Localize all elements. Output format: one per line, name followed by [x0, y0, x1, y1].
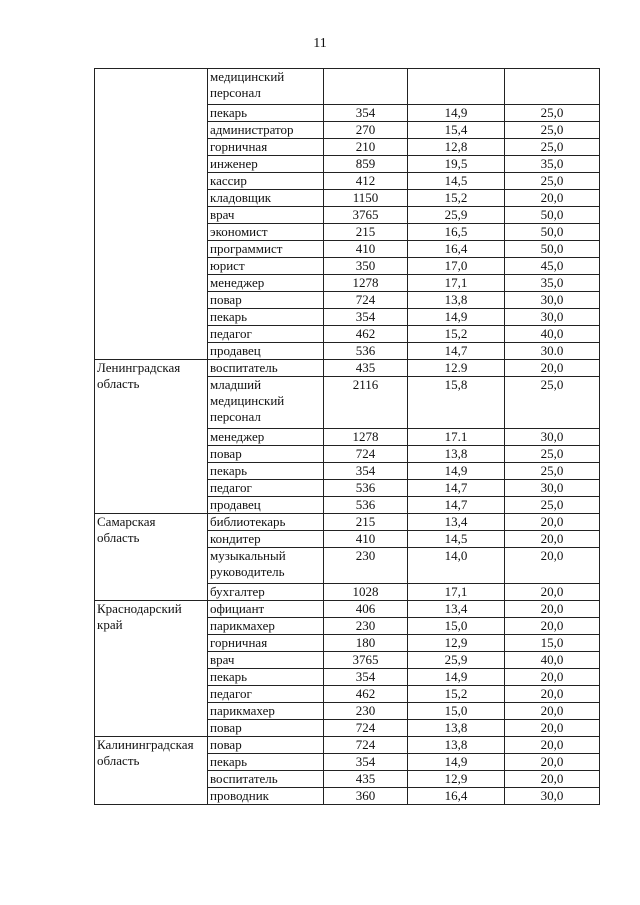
count-cell: 536 [324, 343, 408, 360]
count-cell: 462 [324, 326, 408, 343]
count-cell: 270 [324, 122, 408, 139]
share-cell: 20,0 [505, 360, 600, 377]
count-cell: 1028 [324, 584, 408, 601]
profession-cell: менеджер [208, 429, 324, 446]
region-cell [95, 69, 208, 360]
salary-cell: 17.1 [408, 429, 505, 446]
share-cell: 20,0 [505, 686, 600, 703]
share-cell: 30,0 [505, 309, 600, 326]
salary-cell: 14,9 [408, 463, 505, 480]
salary-cell: 14,9 [408, 669, 505, 686]
profession-cell: педагог [208, 480, 324, 497]
table-row [95, 514, 600, 531]
profession-cell: воспитатель [208, 360, 324, 377]
profession-cell: повар [208, 737, 324, 754]
salary-cell: 15,0 [408, 703, 505, 720]
profession-cell: медицинский персонал [208, 69, 324, 105]
salary-cell: 19,5 [408, 156, 505, 173]
profession-cell: кассир [208, 173, 324, 190]
count-cell: 859 [324, 156, 408, 173]
count-cell: 2116 [324, 377, 408, 429]
count-cell: 724 [324, 737, 408, 754]
share-cell: 30,0 [505, 429, 600, 446]
share-cell: 20,0 [505, 514, 600, 531]
share-cell: 25,0 [505, 122, 600, 139]
salary-cell: 14,9 [408, 754, 505, 771]
share-cell: 40,0 [505, 652, 600, 669]
count-cell: 354 [324, 463, 408, 480]
salary-cell: 14,9 [408, 309, 505, 326]
share-cell: 50,0 [505, 224, 600, 241]
share-cell: 25,0 [505, 446, 600, 463]
profession-cell: администратор [208, 122, 324, 139]
share-cell: 50,0 [505, 241, 600, 258]
share-cell: 20,0 [505, 737, 600, 754]
profession-cell: библиотекарь [208, 514, 324, 531]
count-cell: 230 [324, 703, 408, 720]
share-cell: 40,0 [505, 326, 600, 343]
share-cell: 25,0 [505, 463, 600, 480]
count-cell: 354 [324, 754, 408, 771]
share-cell: 20,0 [505, 720, 600, 737]
profession-cell: проводник [208, 788, 324, 805]
share-cell: 20,0 [505, 703, 600, 720]
profession-cell: горничная [208, 635, 324, 652]
salary-cell: 16,5 [408, 224, 505, 241]
profession-cell: пекарь [208, 105, 324, 122]
profession-cell: программист [208, 241, 324, 258]
count-cell: 215 [324, 514, 408, 531]
salary-cell: 14,5 [408, 531, 505, 548]
profession-cell: повар [208, 446, 324, 463]
profession-cell: повар [208, 720, 324, 737]
count-cell: 350 [324, 258, 408, 275]
count-cell: 354 [324, 309, 408, 326]
share-cell: 20,0 [505, 771, 600, 788]
share-cell: 20,0 [505, 531, 600, 548]
salary-cell: 13,8 [408, 292, 505, 309]
profession-cell: продавец [208, 343, 324, 360]
profession-cell: врач [208, 207, 324, 224]
profession-cell: пекарь [208, 754, 324, 771]
count-cell: 435 [324, 771, 408, 788]
salary-cell: 14,0 [408, 548, 505, 584]
region-name: Самарская область [97, 514, 156, 545]
profession-cell: парикмахер [208, 703, 324, 720]
salary-cell: 17,1 [408, 275, 505, 292]
salary-cell: 12,9 [408, 771, 505, 788]
profession-cell: кондитер [208, 531, 324, 548]
share-cell: 30.0 [505, 343, 600, 360]
profession-cell: врач [208, 652, 324, 669]
share-cell: 25,0 [505, 173, 600, 190]
share-cell: 30,0 [505, 480, 600, 497]
profession-cell: инженер [208, 156, 324, 173]
count-cell: 1278 [324, 429, 408, 446]
count-cell: 3765 [324, 652, 408, 669]
count-cell: 724 [324, 720, 408, 737]
region-name: Краснодарский край [97, 601, 182, 632]
count-cell: 536 [324, 497, 408, 514]
salary-cell: 15,2 [408, 686, 505, 703]
profession-cell: пекарь [208, 669, 324, 686]
salary-cell: 12.9 [408, 360, 505, 377]
profession-cell: кладовщик [208, 190, 324, 207]
share-cell: 50,0 [505, 207, 600, 224]
count-cell: 180 [324, 635, 408, 652]
count-cell: 462 [324, 686, 408, 703]
profession-cell: пекарь [208, 463, 324, 480]
vacancy-table [94, 68, 600, 805]
salary-cell: 17,1 [408, 584, 505, 601]
region-cell [95, 360, 208, 514]
count-cell: 410 [324, 241, 408, 258]
profession-cell: младший медицинский персонал [208, 377, 324, 429]
count-cell: 406 [324, 601, 408, 618]
salary-cell [408, 69, 505, 105]
salary-cell: 16,4 [408, 241, 505, 258]
count-cell: 360 [324, 788, 408, 805]
share-cell: 15,0 [505, 635, 600, 652]
profession-cell: менеджер [208, 275, 324, 292]
table-body [95, 69, 600, 805]
profession-cell: горничная [208, 139, 324, 156]
share-cell: 20,0 [505, 584, 600, 601]
salary-cell: 12,8 [408, 139, 505, 156]
page-number: 11 [313, 36, 327, 51]
region-cell [95, 737, 208, 805]
count-cell: 230 [324, 618, 408, 635]
share-cell: 20,0 [505, 669, 600, 686]
salary-cell: 14,7 [408, 343, 505, 360]
count-cell: 724 [324, 446, 408, 463]
count-cell: 354 [324, 669, 408, 686]
share-cell: 20,0 [505, 548, 600, 584]
share-cell [505, 69, 600, 105]
share-cell: 35,0 [505, 156, 600, 173]
profession-cell: продавец [208, 497, 324, 514]
salary-cell: 16,4 [408, 788, 505, 805]
share-cell: 25,0 [505, 139, 600, 156]
salary-cell: 15,8 [408, 377, 505, 429]
salary-cell: 13,8 [408, 737, 505, 754]
count-cell [324, 69, 408, 105]
count-cell: 1278 [324, 275, 408, 292]
share-cell: 30,0 [505, 292, 600, 309]
share-cell: 20,0 [505, 190, 600, 207]
salary-cell: 15,0 [408, 618, 505, 635]
count-cell: 536 [324, 480, 408, 497]
profession-cell: музыкальный руководитель [208, 548, 324, 584]
count-cell: 1150 [324, 190, 408, 207]
share-cell: 20,0 [505, 754, 600, 771]
salary-cell: 17,0 [408, 258, 505, 275]
profession-cell: парикмахер [208, 618, 324, 635]
salary-cell: 13,8 [408, 720, 505, 737]
share-cell: 20,0 [505, 618, 600, 635]
salary-cell: 25,9 [408, 207, 505, 224]
salary-cell: 14,7 [408, 480, 505, 497]
region-cell [95, 514, 208, 601]
profession-cell: повар [208, 292, 324, 309]
share-cell: 30,0 [505, 788, 600, 805]
profession-cell: педагог [208, 326, 324, 343]
count-cell: 435 [324, 360, 408, 377]
salary-cell: 14,9 [408, 105, 505, 122]
table-row [95, 360, 600, 377]
profession-cell: бухгалтер [208, 584, 324, 601]
count-cell: 230 [324, 548, 408, 584]
table-row [95, 737, 600, 754]
region-name: Калининградская область [97, 737, 194, 768]
share-cell: 25,0 [505, 377, 600, 429]
profession-cell: экономист [208, 224, 324, 241]
salary-cell: 13,8 [408, 446, 505, 463]
salary-cell: 12,9 [408, 635, 505, 652]
salary-cell: 13,4 [408, 601, 505, 618]
table-row [95, 69, 600, 105]
profession-cell: официант [208, 601, 324, 618]
table-row [95, 601, 600, 618]
salary-cell: 14,7 [408, 497, 505, 514]
count-cell: 215 [324, 224, 408, 241]
salary-cell: 15,2 [408, 190, 505, 207]
salary-cell: 15,2 [408, 326, 505, 343]
share-cell: 35,0 [505, 275, 600, 292]
region-name: Ленинградская область [97, 360, 181, 391]
salary-cell: 13,4 [408, 514, 505, 531]
region-cell [95, 601, 208, 737]
count-cell: 410 [324, 531, 408, 548]
count-cell: 412 [324, 173, 408, 190]
share-cell: 25,0 [505, 497, 600, 514]
profession-cell: педагог [208, 686, 324, 703]
count-cell: 210 [324, 139, 408, 156]
salary-cell: 15,4 [408, 122, 505, 139]
share-cell: 25,0 [505, 105, 600, 122]
salary-cell: 25,9 [408, 652, 505, 669]
count-cell: 354 [324, 105, 408, 122]
profession-cell: юрист [208, 258, 324, 275]
count-cell: 3765 [324, 207, 408, 224]
salary-cell: 14,5 [408, 173, 505, 190]
share-cell: 20,0 [505, 601, 600, 618]
profession-cell: пекарь [208, 309, 324, 326]
profession-cell: воспитатель [208, 771, 324, 788]
share-cell: 45,0 [505, 258, 600, 275]
count-cell: 724 [324, 292, 408, 309]
